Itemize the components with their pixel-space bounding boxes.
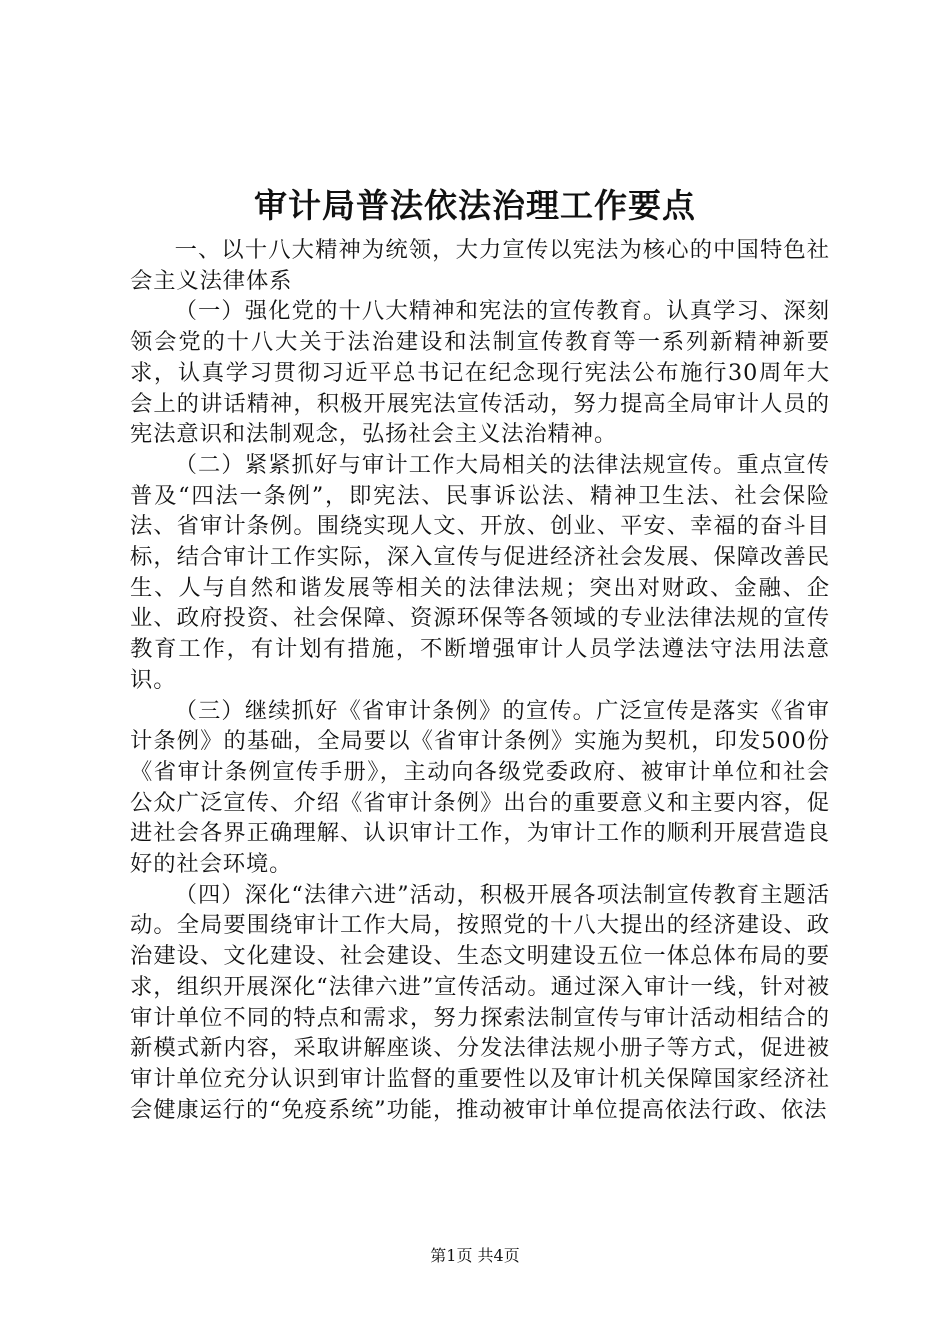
document-body (130, 235, 830, 1125)
paragraph-item-4: （四）深化“法律六进”活动，积极开展各项法制宣传教育主题活动。全局要围绕审计工作大局，按照党的十八大提出的经济建设、政治建设、文化建设、社会建设、生态文明建设五位一体总体布局的要求，组织开展深化“法律六进”宣传活动。通过深入审计一线，针对被审计单位不同的特点和需求，努力探索法制宣传与审计活动相结合的新模式新内容，采取讲解座谈、分发法律法规小册子等方式，促进被审计单位充分认识到审计监督的重要性以及审计机关保障国家经济社会健康运行的“免疫系统”功能，推动被审计单位提高依法行政、依法 (130, 881, 830, 1123)
section-heading-1: 一、以十八大精神为统领，大力宣传以宪法为核心的中国特色社会主义法律体系 (130, 237, 830, 294)
paragraph-item-1: （一）强化党的十八大精神和宪法的宣传教育。认真学习、深刻领会党的十八大关于法治建设和法制宣传教育等一系列新精神新要求，认真学习贯彻习近平总书记在纪念现行宪法公布施行30周年大会上的讲话精神，积极开展宪法宣传活动，努力提高全局审计人员的宪法意识和法制观念，弘扬社会主义法治精神。 (130, 298, 830, 448)
paragraph-item-2: （二）紧紧抓好与审计工作大局相关的法律法规宣传。重点宣传普及“四法一条例”，即宪法、民事诉讼法、精神卫生法、社会保险法、省审计条例。围绕实现人文、开放、创业、平安、幸福的奋斗目标，结合审计工作实际，深入宣传与促进经济社会发展、保障改善民生、人与自然和谐发展等相关的法律法规；突出对财政、金融、企业、政府投资、社会保障、资源环保等各领域的专业法律法规的宣传教育工作，有计划有措施，不断增强审计人员学法遵法守法用法意识。 (130, 451, 830, 693)
page-number-footer: 第1页 共4页 (430, 1246, 520, 1265)
document-title: 审计局普法依法治理工作要点 (254, 186, 696, 225)
paragraph-item-3: （三）继续抓好《省审计条例》的宣传。广泛宣传是落实《省审计条例》的基础，全局要以《省审计条例》实施为契机，印发500份《省审计条例宣传手册》，主动向各级党委政府、被审计单位和社会公众广泛宣传、介绍《省审计条例》出台的重要意义和主要内容，促进社会各界正确理解、认识审计工作，为审计工作的顺利开展营造良好的社会环境。 (130, 697, 830, 878)
